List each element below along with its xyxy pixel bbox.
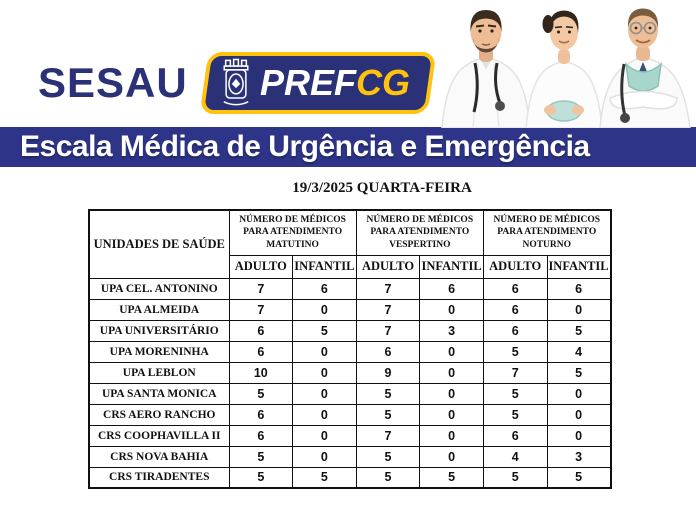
doctor-count-cell: 4 — [547, 341, 611, 362]
table-body — [89, 278, 611, 488]
table-row — [89, 278, 611, 299]
unit-name-cell: CRS TIRADENTES — [89, 467, 229, 488]
prefcg-logo — [199, 52, 436, 114]
doctor-count-cell: 7 — [356, 299, 420, 320]
doctor-count-cell: 5 — [483, 341, 547, 362]
date-heading: 19/3/2025 QUARTA-FEIRA — [292, 180, 472, 196]
unit-name-cell: UPA UNIVERSITÁRIO — [89, 320, 229, 341]
doctor-middle — [526, 11, 602, 129]
doctor-count-cell: 7 — [356, 425, 420, 446]
doctor-count-cell: 5 — [229, 446, 293, 467]
doctor-count-cell: 5 — [229, 467, 293, 488]
doctor-count-cell: 0 — [420, 425, 484, 446]
unit-name-cell: CRS COOPHAVILLA II — [89, 425, 229, 446]
doctor-count-cell: 6 — [420, 278, 484, 299]
unit-name-cell: UPA MORENINHA — [89, 341, 229, 362]
table-row — [89, 320, 611, 341]
unit-name-cell: UPA SANTA MONICA — [89, 383, 229, 404]
doctor-count-cell: 6 — [229, 425, 293, 446]
subcolumn-adulto: ADULTO — [356, 255, 420, 278]
doctor-count-cell: 6 — [483, 320, 547, 341]
prefcg-cg-text: CG — [355, 62, 410, 103]
table-header — [89, 210, 611, 278]
header — [0, 0, 696, 127]
doctor-count-cell: 5 — [293, 467, 357, 488]
doctor-count-cell: 0 — [420, 404, 484, 425]
doctor-count-cell: 0 — [547, 383, 611, 404]
doctor-count-cell: 0 — [293, 362, 357, 383]
doctor-count-cell: 5 — [547, 467, 611, 488]
schedule-table — [88, 209, 612, 489]
subcolumn-infantil: INFANTIL — [420, 255, 484, 278]
doctor-count-cell: 6 — [483, 278, 547, 299]
table-row — [89, 362, 611, 383]
doctor-count-cell: 0 — [420, 383, 484, 404]
doctor-count-cell: 5 — [547, 320, 611, 341]
doctor-count-cell: 0 — [293, 383, 357, 404]
doctor-count-cell: 6 — [483, 299, 547, 320]
doctor-count-cell: 5 — [547, 362, 611, 383]
subcolumn-adulto: ADULTO — [229, 255, 293, 278]
table-row — [89, 446, 611, 467]
doctor-count-cell: 6 — [293, 278, 357, 299]
column-group-matutino: NÚMERO DE MÉDICOS PARA ATENDIMENTO MATUTINO — [229, 210, 356, 255]
doctor-count-cell: 3 — [420, 320, 484, 341]
doctor-count-cell: 5 — [356, 446, 420, 467]
doctor-count-cell: 0 — [420, 299, 484, 320]
unit-name-cell: CRS NOVA BAHIA — [89, 446, 229, 467]
doctor-count-cell: 4 — [483, 446, 547, 467]
table-row — [89, 467, 611, 488]
doctor-count-cell: 7 — [356, 320, 420, 341]
doctor-count-cell: 0 — [547, 299, 611, 320]
doctor-count-cell: 7 — [229, 278, 293, 299]
doctor-count-cell: 7 — [483, 362, 547, 383]
unit-name-cell: UPA LEBLON — [89, 362, 229, 383]
doctor-count-cell: 6 — [483, 425, 547, 446]
table-row — [89, 404, 611, 425]
prefcg-logo-content — [220, 58, 410, 108]
doctors-photo-illustration — [434, 0, 696, 128]
page-title: Escala Médica de Urgência e Emergência — [20, 130, 590, 163]
doctor-count-cell: 6 — [229, 341, 293, 362]
doctor-count-cell: 6 — [547, 278, 611, 299]
table-row — [89, 383, 611, 404]
doctor-count-cell: 6 — [229, 404, 293, 425]
subcolumn-infantil: INFANTIL — [547, 255, 611, 278]
doctor-count-cell: 3 — [547, 446, 611, 467]
doctor-count-cell: 0 — [293, 299, 357, 320]
doctor-count-cell: 0 — [547, 404, 611, 425]
prefcg-wordmark — [260, 62, 410, 104]
doctor-count-cell: 5 — [483, 404, 547, 425]
doctor-count-cell: 6 — [356, 341, 420, 362]
doctor-count-cell: 9 — [356, 362, 420, 383]
sesau-logo: SESAU — [38, 59, 188, 106]
doctor-count-cell: 5 — [356, 467, 420, 488]
column-group-noturno: NÚMERO DE MÉDICOS PARA ATENDIMENTO NOTURNO — [483, 210, 610, 255]
doctor-count-cell: 5 — [356, 383, 420, 404]
doctor-count-cell: 5 — [293, 320, 357, 341]
doctor-count-cell: 10 — [229, 362, 293, 383]
unit-name-cell: UPA ALMEIDA — [89, 299, 229, 320]
subcolumn-infantil: INFANTIL — [293, 255, 357, 278]
logo-row — [38, 52, 432, 114]
group-header-row — [89, 210, 611, 255]
doctor-count-cell: 5 — [483, 383, 547, 404]
unit-name-cell: CRS AERO RANCHO — [89, 404, 229, 425]
doctor-count-cell: 0 — [293, 341, 357, 362]
doctor-count-cell: 5 — [356, 404, 420, 425]
doctor-count-cell: 0 — [420, 341, 484, 362]
doctor-left — [442, 10, 530, 128]
table-row — [89, 425, 611, 446]
doctor-count-cell: 0 — [420, 362, 484, 383]
doctors-photo — [434, 0, 696, 128]
doctor-count-cell: 7 — [356, 278, 420, 299]
table-row — [89, 341, 611, 362]
doctor-right — [600, 9, 690, 129]
doctor-count-cell: 0 — [293, 404, 357, 425]
doctor-count-cell: 0 — [293, 425, 357, 446]
column-group-vespertino: NÚMERO DE MÉDICOS PARA ATENDIMENTO VESPERTINO — [356, 210, 483, 255]
doctor-count-cell: 5 — [229, 383, 293, 404]
doctor-count-cell: 6 — [229, 320, 293, 341]
doctor-count-cell: 5 — [420, 467, 484, 488]
doctor-count-cell: 0 — [293, 446, 357, 467]
doctor-count-cell: 0 — [547, 425, 611, 446]
doctor-count-cell: 0 — [420, 446, 484, 467]
title-banner — [0, 127, 696, 167]
prefcg-pref-text: PREF — [259, 62, 356, 103]
unit-name-cell: UPA CEL. ANTONINO — [89, 278, 229, 299]
subcolumn-adulto: ADULTO — [483, 255, 547, 278]
column-header-units: UNIDADES DE SAÚDE — [89, 210, 229, 278]
doctor-count-cell: 7 — [229, 299, 293, 320]
campo-grande-crest-icon — [220, 58, 252, 108]
table-row — [89, 299, 611, 320]
doctor-count-cell: 5 — [483, 467, 547, 488]
